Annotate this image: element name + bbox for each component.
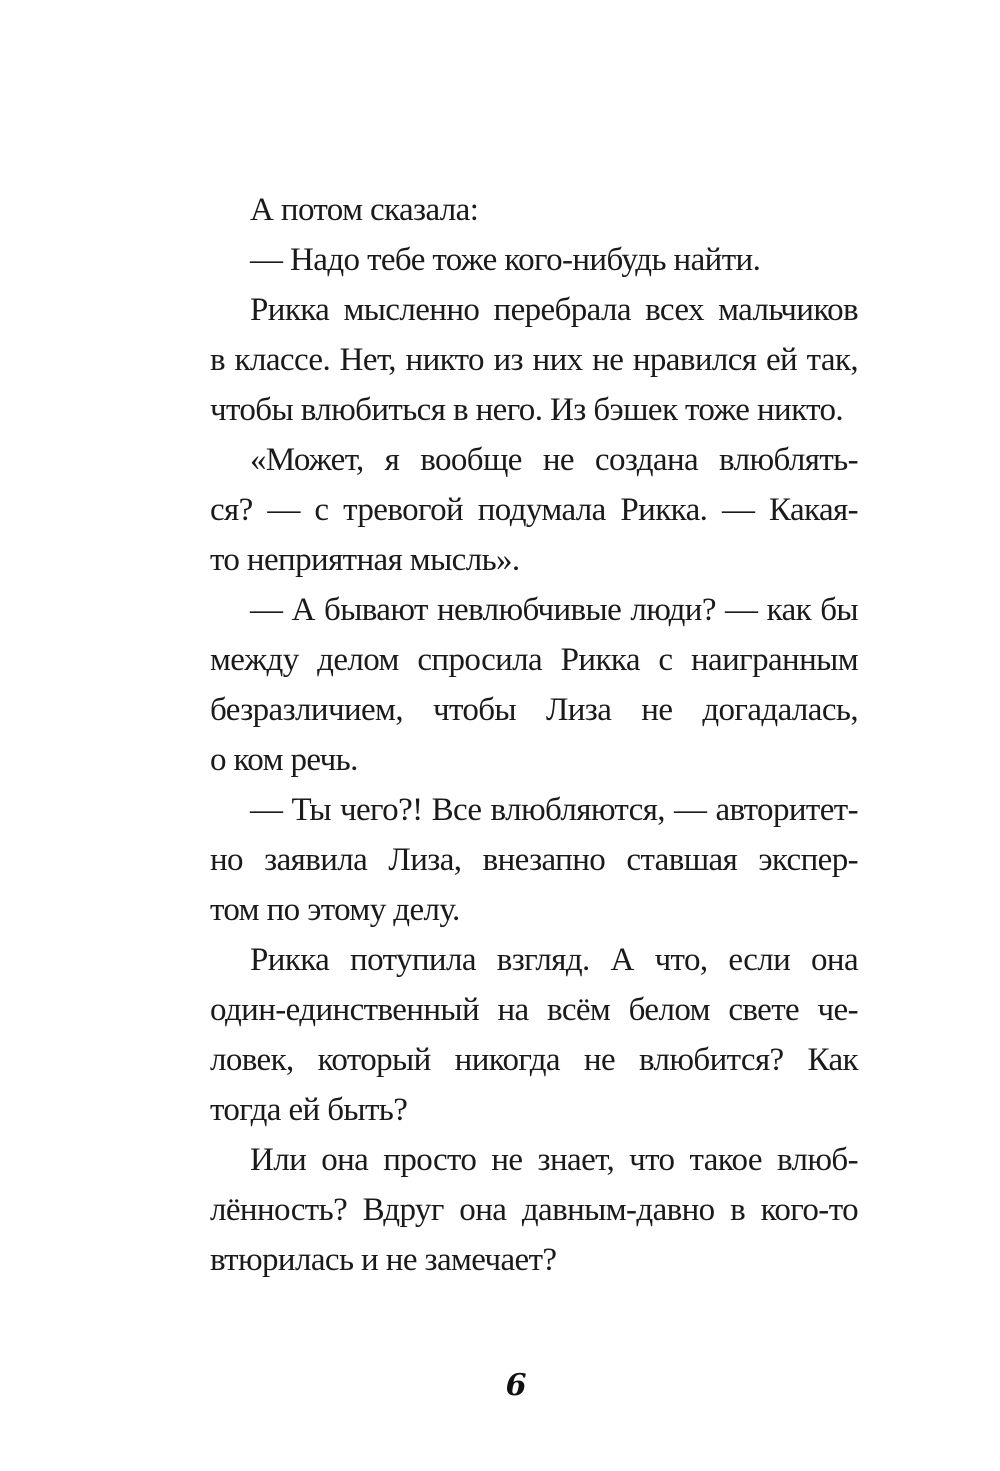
paragraph-dialogue [170,235,858,285]
paragraph-dialogue [170,585,858,785]
text-line: Рикка потупила взгляд. А что, если она [250,942,858,978]
text-line: А потом сказала: [250,192,479,228]
text-line: «Может, я вообще не создана влюблять- [250,442,858,478]
text-line: ся? — с тревогой подумала Рикка. — Какая- [210,492,858,528]
paragraph [170,935,858,1135]
text-line: Или она просто не знает, что такое влюб- [250,1142,858,1178]
text-line: тогда ей быть? [210,1092,408,1128]
paragraph [170,1135,858,1285]
text-line: но заявила Лиза, внезапно ставшая экспер- [210,842,858,878]
text-line: безразличием, чтобы Лиза не догадалась, [210,692,858,728]
text-line: — Надо тебе тоже кого-нибудь найти. [250,242,761,278]
text-line: лённость? Вдруг она давным-давно в кого-то [210,1192,858,1228]
paragraph [170,185,858,235]
text-line: ловек, который никогда не влюбится? Как [210,1042,858,1078]
text-line: то неприятная мысль». [210,542,520,578]
text-line: том по этому делу. [210,892,460,928]
paragraph [170,285,858,435]
text-line: один-единственный на всём белом свете че- [210,992,858,1028]
paragraph-dialogue [170,785,858,935]
text-line: в классе. Нет, никто из них не нравился ей так, [210,342,858,378]
page-number: 6 [505,1368,527,1403]
text-line: между делом спросила Рикка с наигранным [210,642,858,678]
text-line: — Ты чего?! Все влюбляются, — авторитет- [250,792,858,828]
text-line: втюрилась и не замечает? [210,1242,557,1278]
text-line: Рикка мысленно перебрала всех мальчиков [250,292,858,328]
paragraph-thought [170,435,858,585]
text-line: — А бывают невлюбчивые люди? — как бы [250,592,858,628]
book-page-body [170,185,858,1285]
text-line: о ком речь. [210,742,358,778]
text-line: чтобы влюбиться в него. Из бэшек тоже никто. [210,392,844,428]
